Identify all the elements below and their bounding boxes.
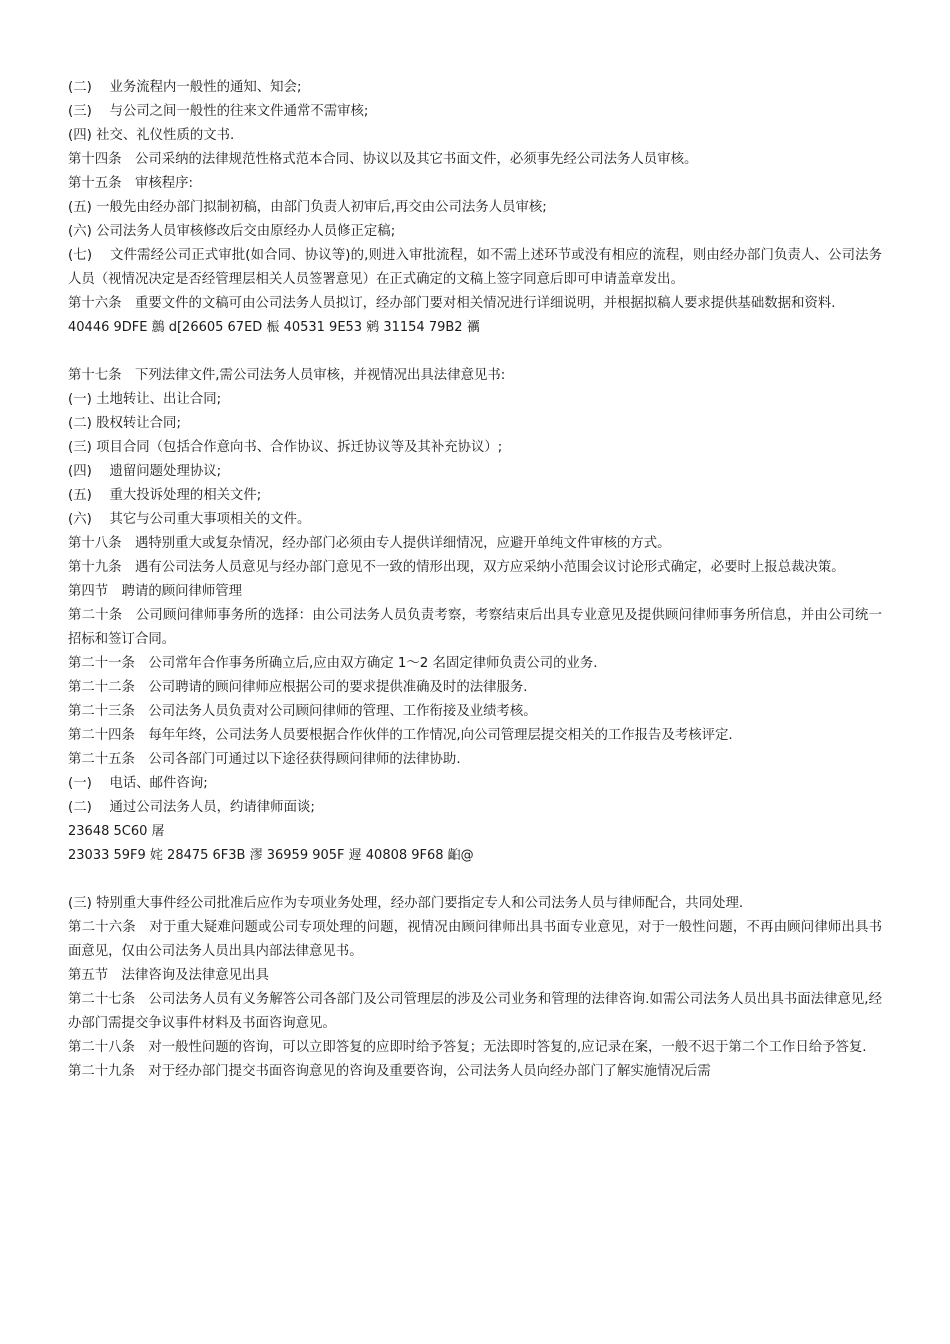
paragraph-article-18: 第十八条 遇特别重大或复杂情况，经办部门必须由专人提供详细情况，应避开单纯文件审核的方式。 — [68, 536, 671, 551]
paragraph-article-14: 第十四条 公司采纳的法律规范性格式范本合同、协议以及其它书面文件，必须事先经公司法务人员审核。 — [68, 152, 698, 167]
paragraph-item-5-complaints: (五) 重大投诉处理的相关文件; — [68, 488, 262, 503]
blank-line-1 — [68, 340, 882, 364]
paragraph-item-6-finalize: (六) 公司法务人员审核修改后交由原经办人员修正定稿; — [68, 224, 396, 239]
paragraph-article-21: 第二十一条 公司常年合作事务所确立后,应由双方确定 1～2 名固定律师负责公司的业务. — [68, 656, 598, 671]
paragraph-item-7-approval: (七) 文件需经公司正式审批(如合同、协议等)的,则进入审批流程，如不需上述环节或没有相应的流程，则由经办部门负责人、公司法务人员（视情况决定是否经管理层相关人员签署意见）在正式确定的文稿上签字同意后即可申请盖章发出。 — [68, 248, 882, 287]
code-line-1: 40446 9DFE 鷾 d[26605 67ED 桭 40531 9E53 鹓 31154 79B2 禲 — [68, 320, 480, 335]
paragraph-item-4-social-documents: (四) 社交、礼仪性质的文书. — [68, 128, 235, 143]
paragraph-article-24: 第二十四条 每年年终，公司法务人员要根据合作伙伴的工作情况,向公司管理层提交相关的工作报告及考核评定. — [68, 728, 733, 743]
paragraph-item-2-equity: (二) 股权转让合同; — [68, 416, 181, 431]
paragraph-item-2-notices: (二) 业务流程内一般性的通知、知会; — [68, 80, 302, 95]
paragraph-article-29: 第二十九条 对于经办部门提交书面咨询意见的咨询及重要咨询，公司法务人员向经办部门了解实施情况后需 — [68, 1064, 711, 1079]
paragraph-item-3-correspondence: (三) 与公司之间一般性的往来文件通常不需审核; — [68, 104, 369, 119]
paragraph-item-2-meeting: (二) 通过公司法务人员，约请律师面谈; — [68, 800, 315, 815]
paragraph-item-1-phone: (一) 电话、邮件咨询; — [68, 776, 208, 791]
blank-line-2 — [68, 868, 882, 892]
section-heading-5: 第五节 法律咨询及法律意见出具 — [68, 968, 269, 983]
paragraph-article-16: 第十六条 重要文件的文稿可由公司法务人员拟订，经办部门要对相关情况进行详细说明，并根据拟稿人要求提供基础数据和资料. — [68, 296, 836, 311]
paragraph-item-6-other: (六) 其它与公司重大事项相关的文件。 — [68, 512, 311, 527]
code-line-2: 23648 5C60 屠 — [68, 824, 165, 839]
paragraph-article-25: 第二十五条 公司各部门可通过以下途径获得顾问律师的法律协助. — [68, 752, 461, 767]
document-body — [68, 76, 882, 1084]
paragraph-article-26: 第二十六条 对于重大疑难问题或公司专项处理的问题，视情况由顾问律师出具书面专业意见，对于一般性问题，不再由顾问律师出具书面意见，仅由公司法务人员出具内部法律意见书。 — [68, 920, 882, 959]
paragraph-item-5-draft: (五) 一般先由经办部门拟制初稿，由部门负责人初审后,再交由公司法务人员审核; — [68, 200, 547, 215]
paragraph-article-23: 第二十三条 公司法务人员负责对公司顾问律师的管理、工作衔接及业绩考核。 — [68, 704, 537, 719]
paragraph-article-22: 第二十二条 公司聘请的顾问律师应根据公司的要求提供准确及时的法律服务. — [68, 680, 528, 695]
paragraph-item-3-special: (三) 特别重大事件经公司批准后应作为专项业务处理，经办部门要指定专人和公司法务人员与律师配合，共同处理. — [68, 896, 744, 911]
section-heading-4: 第四节 聘请的顾问律师管理 — [68, 584, 243, 599]
paragraph-article-19: 第十九条 遇有公司法务人员意见与经办部门意见不一致的情形出现，双方应采纳小范围会议讨论形式确定，必要时上报总裁决策。 — [68, 560, 845, 575]
paragraph-item-3-project: (三) 项目合同（包括合作意向书、合作协议、拆迁协议等及其补充协议）; — [68, 440, 503, 455]
paragraph-article-27: 第二十七条 公司法务人员有义务解答公司各部门及公司管理层的涉及公司业务和管理的法律咨询.如需公司法务人员出具书面法律意见,经办部门需提交争议事件材料及书面咨询意见。 — [68, 992, 882, 1031]
code-line-3: 23033 59F9 姹 28475 6F3B 漻 36959 905F 遟 40808 9F68 齨@ — [68, 848, 474, 863]
paragraph-item-1-land: (一) 土地转让、出让合同; — [68, 392, 222, 407]
paragraph-article-17: 第十七条 下列法律文件,需公司法务人员审核，并视情况出具法律意见书: — [68, 368, 506, 383]
paragraph-item-4-legacy: (四) 遗留问题处理协议; — [68, 464, 222, 479]
paragraph-article-20: 第二十条 公司顾问律师事务所的选择：由公司法务人员负责考察，考察结束后出具专业意见及提供顾问律师事务所信息，并由公司统一招标和签订合同。 — [68, 608, 882, 647]
paragraph-article-28: 第二十八条 对一般性问题的咨询，可以立即答复的应即时给予答复；无法即时答复的,应记录在案，一般不迟于第二个工作日给予答复. — [68, 1040, 867, 1055]
paragraph-article-15: 第十五条 审核程序: — [68, 176, 194, 191]
